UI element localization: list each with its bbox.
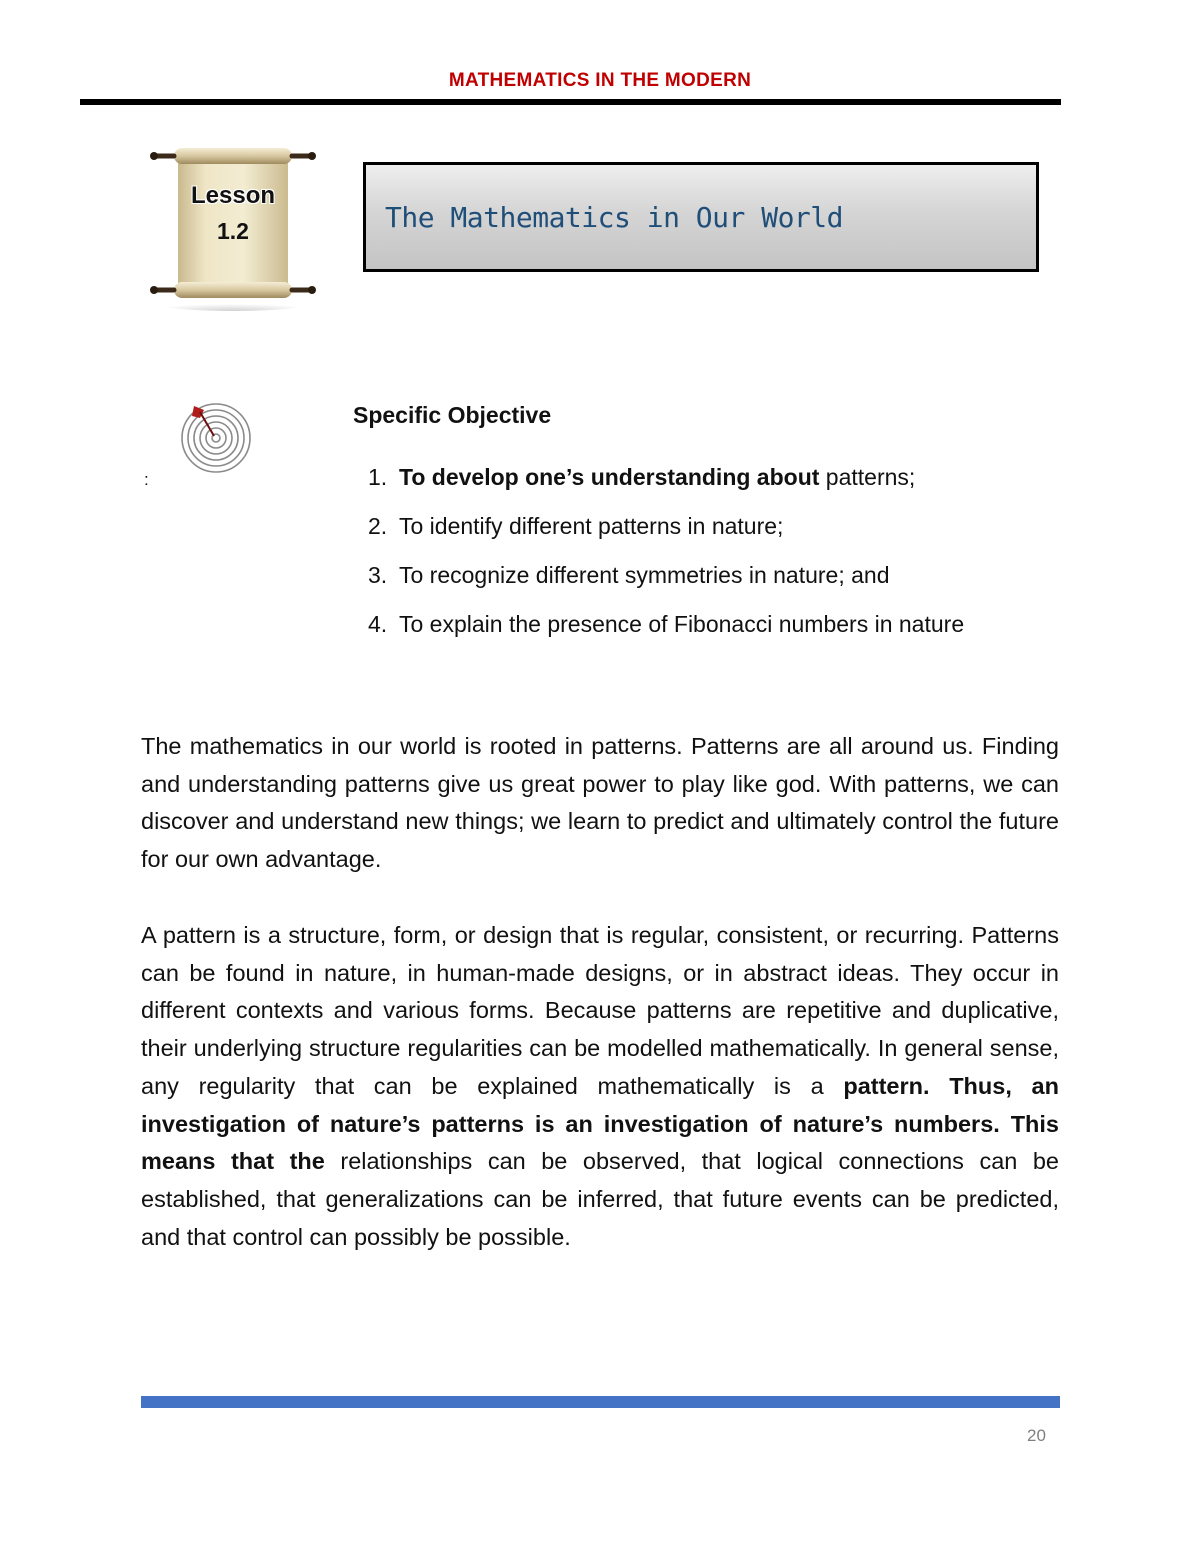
lesson-label: Lesson — [190, 182, 276, 209]
objective-item — [368, 611, 964, 660]
objective-item — [368, 513, 964, 562]
objective-bold-text: To develop one’s understanding about — [399, 464, 820, 490]
objective-number: 2. — [368, 513, 388, 539]
objective-text: To recognize different symmetries in nature; and — [399, 562, 890, 588]
header-rule — [80, 99, 1061, 105]
objectives-list — [368, 464, 964, 660]
paragraph-bold-text: pattern. Thus, an investigation of nature’s patterns is an investigation of nature’s numbers. This means that the — [141, 1072, 1059, 1175]
lesson-title: The Mathematics in Our World — [385, 201, 844, 234]
objective-item — [368, 464, 964, 513]
page-number: 20 — [1027, 1426, 1046, 1445]
header-title: MATHEMATICS IN THE MODERN — [448, 70, 752, 91]
objective-text: To identify different patterns in nature; — [399, 513, 784, 539]
target-icon — [178, 400, 254, 474]
lesson-number: 1.2 — [217, 218, 249, 244]
body-paragraph-2 — [141, 917, 1059, 1256]
paragraph-text: A pattern is a structure, form, or design that is regular, consistent, or recurring. Patterns can be found in nature, in human-made designs, or in abstract ideas. They occur in different contexts and various forms. Because patterns are repetitive and duplicative, their underlying structure regularities can be modelled mathematically. In general sense, any regularity that can be explained mathematically is a — [141, 922, 1059, 1099]
body-paragraph-1: The mathematics in our world is rooted in patterns. Patterns are all around us. Finding and understanding patterns give us great power to play like god. With patterns, we can discover and understand new things; we learn to predict and ultimately control the future for our own advantage. — [141, 733, 1059, 873]
stray-mark: : — [144, 470, 149, 489]
objective-number: 1. — [368, 464, 388, 490]
lesson-title-box — [363, 162, 1039, 272]
objective-text: To explain the presence of Fibonacci numbers in nature — [399, 611, 965, 637]
objectives-heading: Specific Objective — [353, 402, 552, 428]
objective-number: 3. — [368, 562, 388, 588]
paragraph-text: relationships can be observed, that logical connections can be established, that generalizations can be inferred, that future events can be predicted, and that control can possibly be possible. — [141, 1148, 1059, 1250]
objective-item — [368, 562, 964, 611]
objective-number: 4. — [368, 611, 388, 637]
objective-text: patterns; — [819, 464, 916, 490]
running-header — [0, 70, 1200, 92]
footer-bar — [141, 1396, 1060, 1408]
